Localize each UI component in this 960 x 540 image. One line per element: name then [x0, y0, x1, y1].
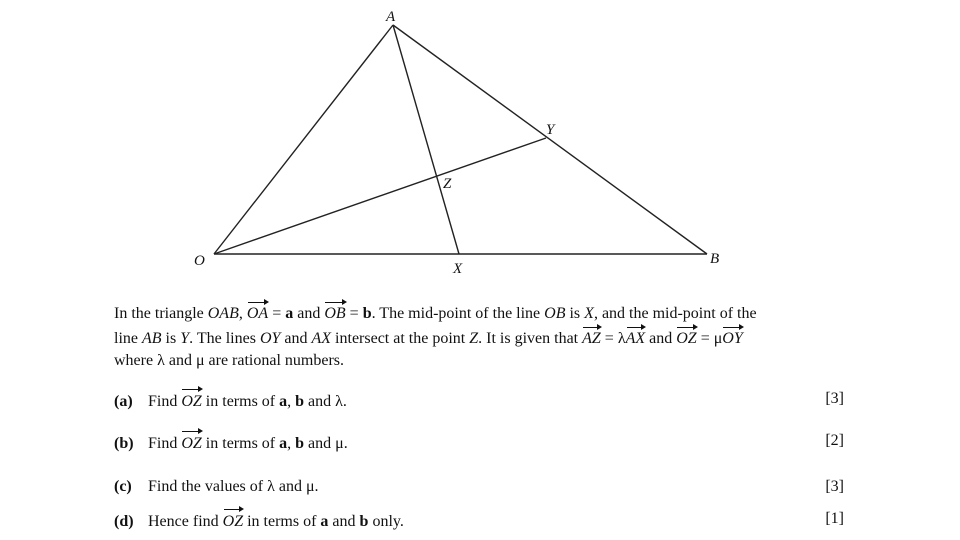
marks: [1]	[825, 510, 844, 527]
vector-ob: OB	[324, 300, 345, 325]
vector-oz: OZ	[181, 387, 201, 414]
label-y: Y	[546, 122, 555, 138]
marks: [3]	[825, 390, 844, 407]
label-z: Z	[443, 176, 452, 192]
question-label: (a)	[114, 393, 133, 410]
vector-oy: OY	[722, 325, 742, 350]
question-label: (d)	[114, 513, 134, 530]
label-b: B	[710, 251, 720, 267]
side-oa	[214, 25, 393, 254]
vector-az: AZ	[582, 325, 601, 350]
vector-oz: OZ	[223, 507, 243, 534]
marks: [2]	[825, 432, 844, 449]
vector-oz: OZ	[181, 429, 201, 456]
statement-line-1: In the triangle OAB, OA = a and OB = b. The mid-point of the line OB is X, and the mid-point of the	[114, 300, 854, 325]
vector-ax: AX	[626, 325, 646, 350]
label-o: O	[194, 253, 205, 269]
problem-statement	[114, 300, 854, 372]
vector-oa: OA	[247, 300, 268, 325]
question-a: (a) Find OZ in terms of a, b and λ. [3]	[114, 387, 844, 411]
line-ax	[393, 25, 459, 254]
statement-line-3: where λ and μ are rational numbers.	[114, 352, 345, 369]
question-c: (c) Find the values of λ and μ. [3]	[114, 475, 844, 499]
statement-line-2: line AB is Y. The lines OY and AX intersect at the point Z. It is given that AZ = λAX and OZ = μOY	[114, 325, 854, 350]
line-oy	[214, 138, 546, 254]
vector-oz: OZ	[676, 325, 696, 350]
side-ab	[393, 25, 707, 254]
label-x: X	[453, 261, 463, 277]
question-b: (b) Find OZ in terms of a, b and μ. [2]	[114, 429, 844, 453]
question-d: (d) Hence find OZ in terms of a and b only. [1]	[114, 507, 844, 531]
question-label: (b)	[114, 435, 134, 452]
question-label: (c)	[114, 478, 132, 495]
marks: [3]	[825, 478, 844, 495]
label-a: A	[386, 9, 396, 25]
